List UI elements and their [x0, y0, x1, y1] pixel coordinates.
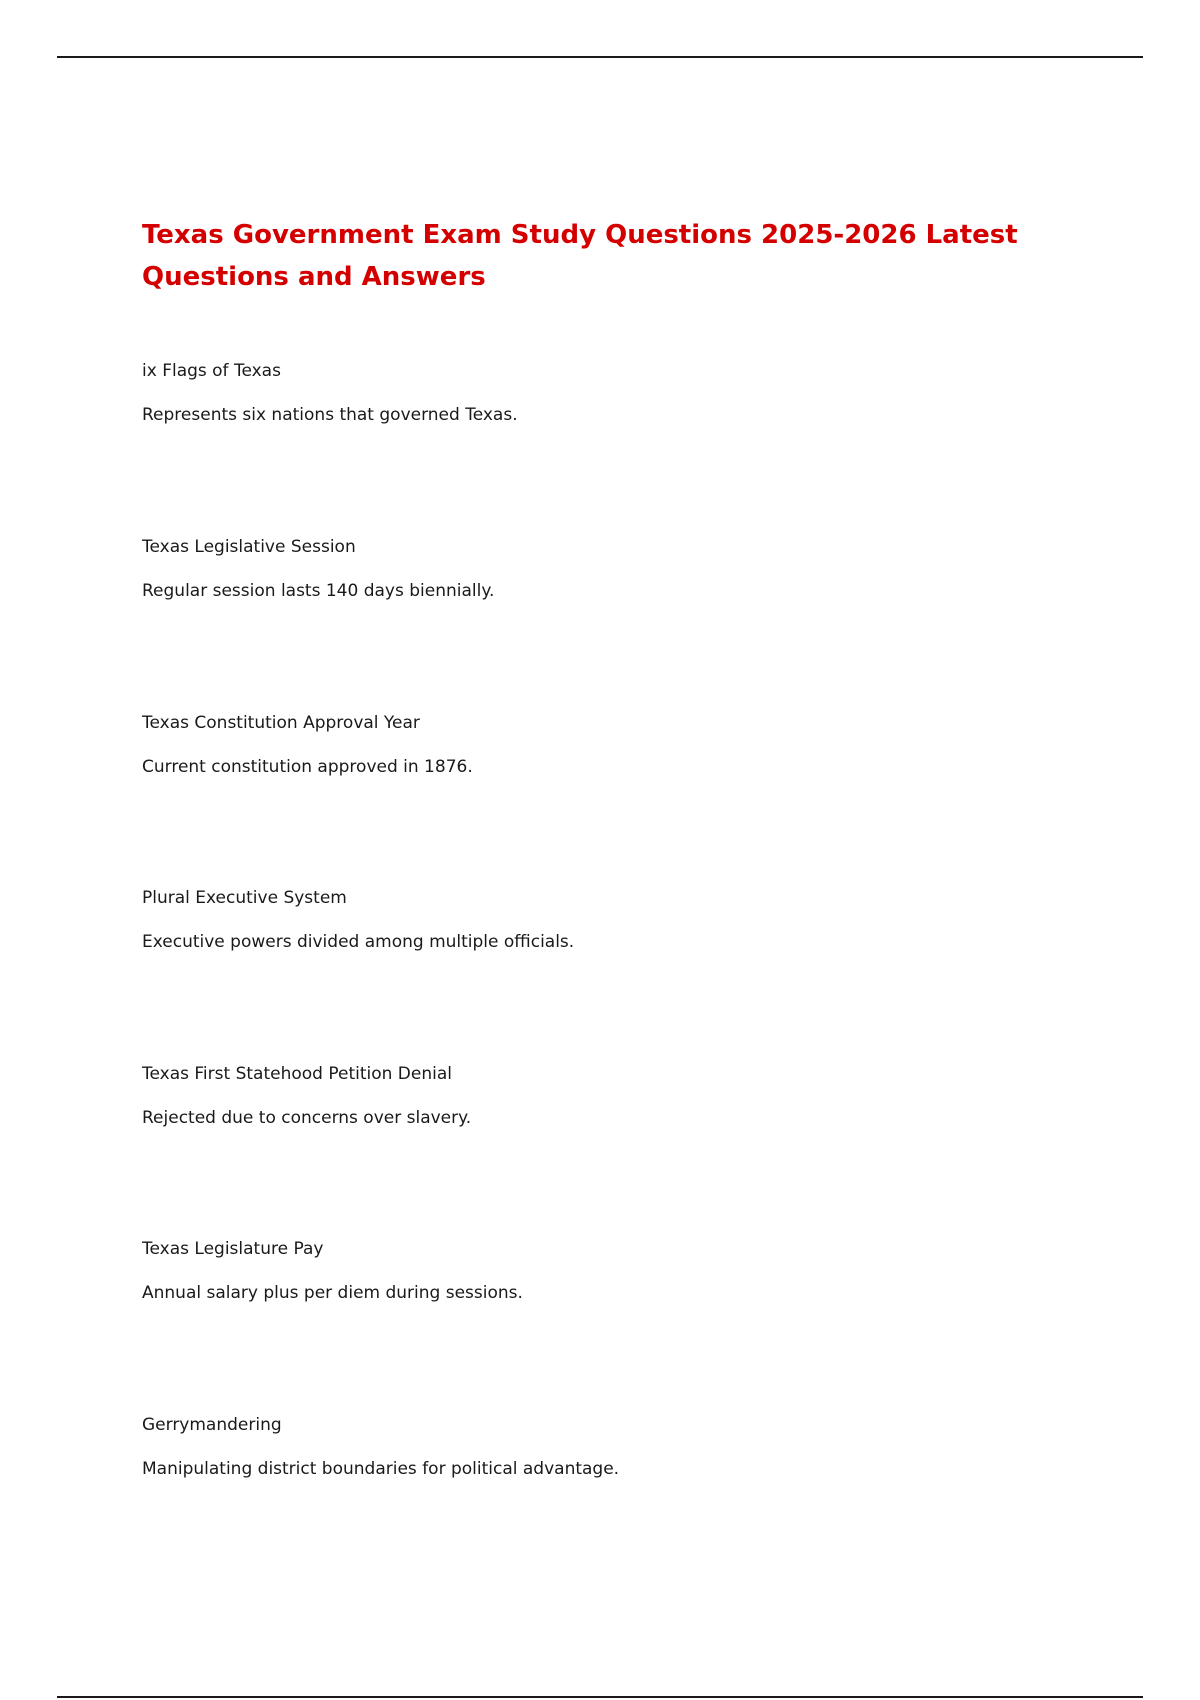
qa-item-1 [142, 360, 1042, 426]
qa-term: Texas Legislative Session [142, 537, 356, 557]
qa-item-2 [142, 536, 1042, 602]
qa-item-4 [142, 887, 1042, 953]
qa-definition: Represents six nations that governed Texas. [142, 405, 518, 425]
qa-term: Plural Executive System [142, 888, 347, 908]
qa-definition: Executive powers divided among multiple officials. [142, 932, 575, 952]
qa-term: ix Flags of Texas [142, 361, 281, 381]
qa-item-7 [142, 1414, 1042, 1480]
qa-definition: Regular session lasts 140 days biennially. [142, 581, 495, 601]
qa-definition: Current constitution approved in 1876. [142, 757, 473, 777]
document-title: Texas Government Exam Study Questions 2025-2026 Latest Questions and Answers [142, 220, 1018, 292]
qa-term: Texas Constitution Approval Year [142, 713, 420, 733]
footer-rule [57, 1696, 1143, 1698]
qa-definition: Annual salary plus per diem during sessions. [142, 1283, 523, 1303]
qa-term: Texas First Statehood Petition Denial [142, 1064, 452, 1084]
qa-item-3 [142, 712, 1042, 778]
qa-item-5 [142, 1063, 1042, 1129]
qa-item-6 [142, 1238, 1042, 1304]
header-rule [57, 56, 1143, 58]
qa-term: Texas Legislature Pay [142, 1239, 324, 1259]
qa-term: Gerrymandering [142, 1415, 282, 1435]
qa-definition: Rejected due to concerns over slavery. [142, 1108, 472, 1128]
qa-definition: Manipulating district boundaries for political advantage. [142, 1459, 620, 1479]
